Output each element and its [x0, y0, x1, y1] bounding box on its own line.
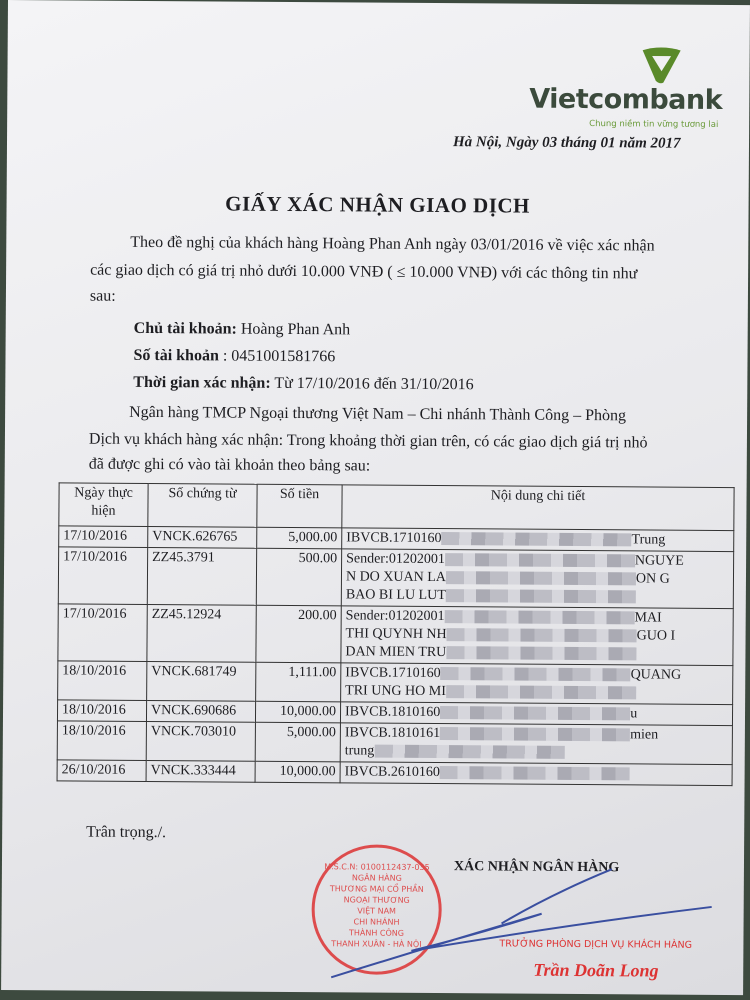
row-detail [341, 549, 733, 609]
detail-visible-start: N DO XUAN LA [345, 569, 446, 586]
detail-visible-end: mien [630, 727, 659, 743]
row-date: 17/10/2016 [58, 547, 147, 605]
detail-line [346, 529, 729, 550]
redacted-block [446, 685, 636, 699]
detail-line [346, 586, 729, 607]
detail-visible-start: IBVCB.2610160 [344, 764, 440, 781]
confirm-line: Dịch vụ khách hàng xác nhận: Trong khoảng thời gian trên, có các giao dịch giá trị nhỏ [88, 430, 648, 452]
col-amount: Số tiền [257, 484, 342, 528]
detail-visible-end: ON G [635, 571, 670, 587]
redacted-block [442, 532, 632, 546]
row-amount: 1,111.00 [256, 662, 341, 702]
row-date: 18/10/2016 [58, 661, 147, 701]
intro-line: Theo đề nghị của khách hàng Hoàng Phan Anh ngày 03/01/2016 về việc xác nhận [130, 233, 655, 255]
detail-line [345, 682, 728, 703]
redacted-block [447, 628, 637, 642]
row-ref: VNCK.703010 [146, 721, 255, 761]
account-holder-field [134, 317, 351, 343]
redacted-block [440, 706, 630, 720]
detail-line [345, 742, 728, 763]
detail-visible-start: Sender:01202001 [345, 608, 445, 625]
detail-visible-start: IBVCB.1810160 [344, 704, 441, 721]
stamp-line: THANH XUÂN - HÀ NỘI [331, 939, 422, 949]
col-detail: Nội dung chi tiết [342, 485, 734, 531]
stamp-line: M.S.C.N: 0100112437-035 [324, 862, 430, 872]
redacted-block [440, 766, 630, 780]
intro-line: sau: [89, 287, 116, 305]
row-detail [340, 762, 732, 786]
row-ref: VNCK.333444 [146, 760, 255, 782]
row-date: 18/10/2016 [57, 700, 146, 722]
field-value: : 0451001581766 [222, 347, 336, 366]
redacted-block [445, 553, 635, 567]
row-date: 17/10/2016 [59, 526, 148, 548]
detail-visible-start: DAN MIEN TRU [345, 644, 447, 661]
row-detail [341, 663, 733, 705]
row-detail [342, 528, 734, 552]
stamp-line: NGOẠI THƯƠNG [343, 895, 410, 905]
detail-visible-start: IBVCB.1710160 [346, 530, 442, 547]
detail-line [345, 703, 728, 724]
row-amount: 5,000.00 [257, 527, 342, 549]
detail-line [345, 643, 728, 664]
row-date: 26/10/2016 [57, 760, 146, 782]
stamp-line: CHI NHÁNH [353, 917, 400, 927]
detail-visible-end: Trung [631, 532, 666, 548]
row-amount: 10,000.00 [255, 701, 340, 723]
document-page [1, 0, 750, 995]
handwritten-signature-icon [321, 862, 722, 985]
detail-visible-end: NGUYE [634, 553, 684, 569]
row-detail [340, 702, 732, 726]
row-detail [340, 723, 732, 765]
row-ref: VNCK.681749 [147, 661, 256, 701]
detail-visible-start: trung [344, 743, 375, 759]
detail-visible-start: IBVCB.1710160 [345, 665, 441, 682]
closing: Trân trọng./. [86, 823, 167, 842]
detail-visible-start: IBVCB.1810161 [344, 725, 441, 742]
row-amount: 500.00 [256, 548, 341, 606]
stamp-line: VIỆT NAM [357, 906, 397, 916]
period-field [133, 371, 474, 397]
detail-visible-start: BAO BI LU LUT [345, 587, 446, 604]
row-ref: VNCK.690686 [146, 700, 255, 722]
detail-visible-end: QUANG [630, 667, 682, 683]
signer-name: Trần Doãn Long [533, 959, 659, 981]
signature-title: XÁC NHẬN NGÂN HÀNG [453, 859, 620, 876]
row-amount: 200.00 [256, 605, 341, 663]
row-detail [341, 606, 733, 666]
redacted-block [446, 646, 636, 660]
table-row [58, 547, 733, 609]
row-date: 18/10/2016 [57, 721, 146, 761]
row-ref: ZZ45.3791 [147, 547, 256, 605]
document-date: Hà Nội, Ngày 03 tháng 01 năm 2017 [452, 134, 681, 152]
row-amount: 10,000.00 [255, 761, 340, 783]
intro-line: các giao dịch có giá trị nhỏ dưới 10.000 VNĐ ( ≤ 10.000 VNĐ) với các thông tin như [90, 261, 638, 283]
field-label: Số tài khoản [133, 346, 219, 365]
redacted-block [440, 727, 630, 741]
table-header-row [59, 483, 734, 531]
bank-slogan: Chung niềm tin vững tương lai [589, 119, 719, 130]
document-title: GIẤY XÁC NHẬN GIAO DỊCH [225, 191, 531, 218]
account-number-field [133, 344, 335, 369]
detail-visible-start: Sender:01202001 [346, 551, 445, 568]
detail-visible-end: GUO I [636, 628, 676, 644]
col-ref: Số chứng từ [148, 483, 257, 527]
redacted-block [446, 589, 636, 603]
redacted-block [446, 571, 636, 585]
field-label: Thời gian xác nhận: [133, 373, 271, 392]
confirm-line: Ngân hàng TMCP Ngoại thương Việt Nam – Chi nhánh Thành Công – Phòng [129, 403, 627, 425]
row-date: 17/10/2016 [58, 604, 147, 662]
row-ref: VNCK.626765 [148, 526, 257, 548]
vietcombank-logo-icon [639, 46, 683, 84]
field-label: Chủ tài khoản: [133, 319, 237, 338]
bank-logo-text: Vietcombank [529, 83, 723, 116]
detail-visible-end: u [630, 706, 638, 722]
redacted-block [374, 745, 564, 759]
col-date: Ngày thực hiện [59, 483, 148, 527]
row-amount: 5,000.00 [255, 722, 340, 762]
field-value: Từ 17/10/2016 đến 31/10/2016 [274, 374, 474, 394]
field-value: Hoàng Phan Anh [240, 320, 351, 339]
stamp-line: THƯƠNG MẠI CỔ PHẦN [329, 884, 424, 894]
stamp-line: NGÂN HÀNG [351, 873, 402, 883]
detail-line [345, 763, 728, 784]
table-row [58, 661, 733, 705]
confirm-line: đã được ghi có vào tài khoản theo bảng sau: [88, 455, 371, 475]
signer-role: TRƯỞNG PHÒNG DỊCH VỤ KHÁCH HÀNG [499, 938, 693, 951]
table-row [57, 721, 732, 765]
table-row [57, 760, 732, 786]
detail-visible-end: MAI [634, 610, 662, 626]
transactions-table [57, 482, 735, 786]
row-ref: ZZ45.12924 [147, 604, 256, 662]
table-row [58, 604, 733, 666]
detail-visible-start: TRI UNG HO MI [345, 683, 446, 700]
redacted-block [444, 610, 634, 624]
redacted-block [441, 667, 631, 681]
stamp-line: THÀNH CÔNG [348, 928, 405, 938]
detail-visible-start: THI QUYNH NH [345, 626, 447, 643]
